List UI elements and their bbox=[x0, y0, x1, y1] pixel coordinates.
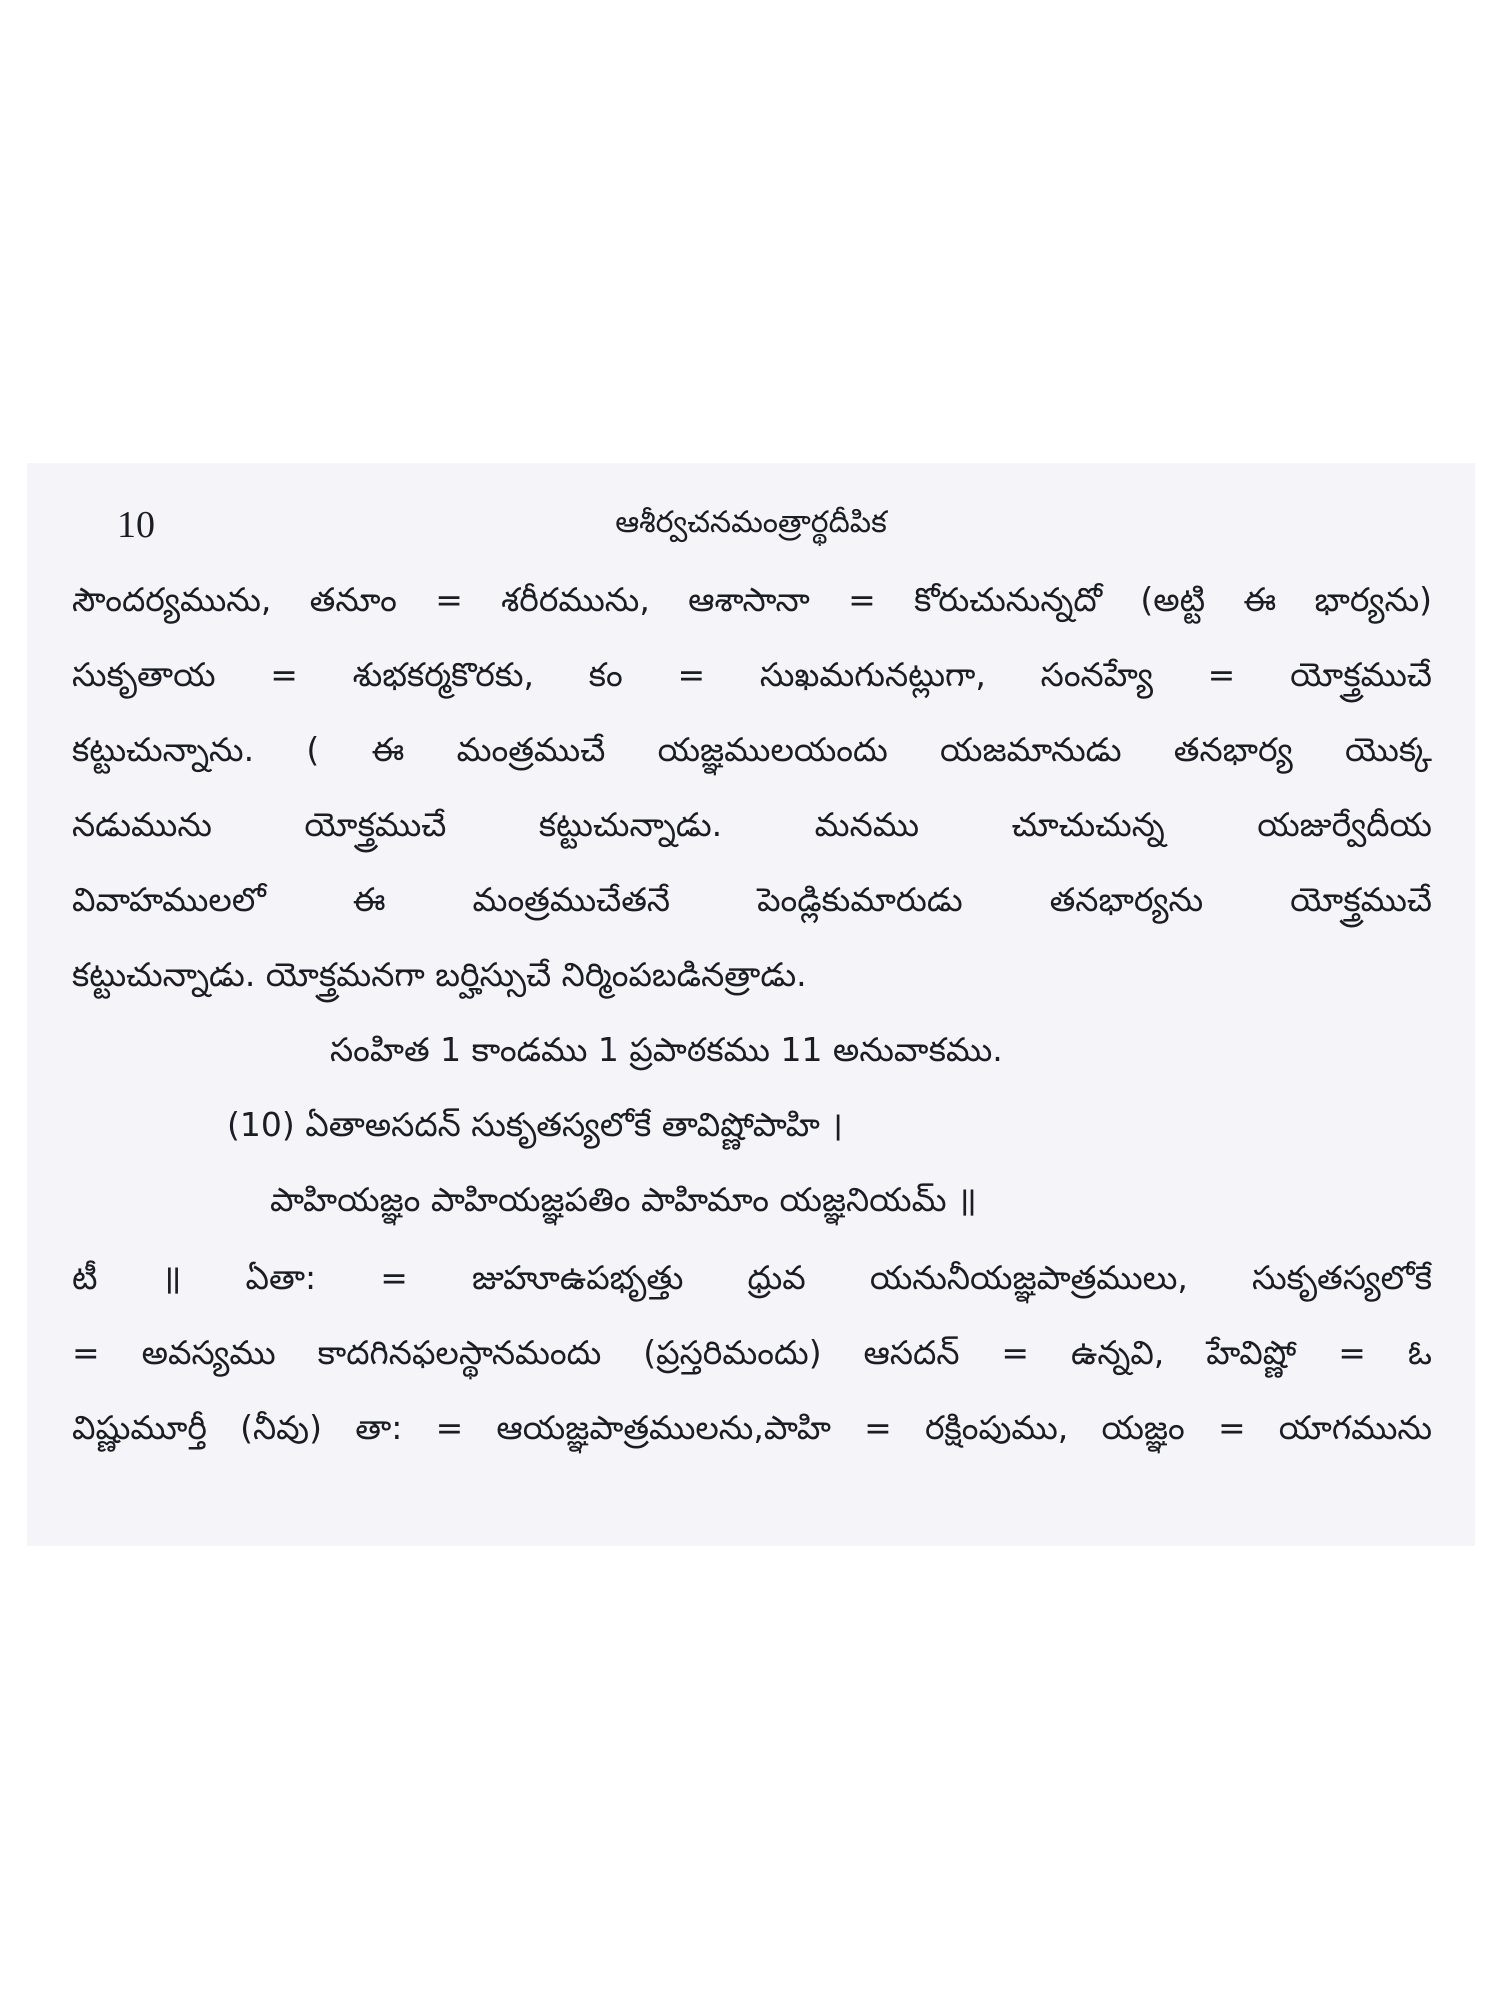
body-line: కట్టుచున్నాడు. యోక్త్రమనగా బర్హిస్సుచే నిర్మింపబడినత్రాడు. bbox=[72, 955, 807, 994]
page-number: 10 bbox=[117, 504, 155, 546]
mantra-line: (10) ఏతాఅసదన్ సుకృతస్యలోకే తావిష్ణోపాహి । bbox=[227, 1105, 843, 1144]
body-line: వివాహములలో ఈ మంత్రముచేతనే పెండ్లికుమారుడు తనభార్యను యోక్త్రముచే bbox=[72, 880, 1432, 919]
commentary-line: = అవస్యము కాదగినఫలస్థానమందు (ప్రస్తరిమందు) ఆసదన్ = ఉన్నవి, హేవిష్ణో = ఓ bbox=[72, 1333, 1432, 1372]
commentary-line: టీ ॥ ఏతా: = జుహూఉపభృత్తు ధ్రువ యనునీయజ్ఞపాత్రములు, సుకృతస్యలోకే bbox=[72, 1258, 1432, 1297]
commentary-line: విష్ణుమూర్తీ (నీవు) తా: = ఆయజ్ఞపాత్రములను,పాహి = రక్షింపుము, యజ్ఞం = యాగమును bbox=[72, 1408, 1432, 1447]
section-reference: సంహిత 1 కాండము 1 ప్రపాఠకము 11 అనువాకము. bbox=[330, 1030, 1003, 1069]
body-line: కట్టుచున్నాను. ( ఈ మంత్రముచే యజ్ఞములయందు యజమానుడు తనభార్య యొక్క bbox=[72, 730, 1432, 769]
body-line: నడుమును యోక్త్రముచే కట్టుచున్నాడు. మనము చూచుచున్న యజుర్వేదీయ bbox=[72, 805, 1432, 844]
mantra-line: పాహియజ్ఞం పాహియజ్ఞపతిం పాహిమాం యజ్ఞనియమ్ ॥ bbox=[270, 1180, 977, 1219]
body-line: సౌందర్యమును, తనూం = శరీరమును, ఆశాసానా = కోరుచునున్నదో (అట్టి ఈ భార్యను) bbox=[72, 580, 1432, 619]
body-line: సుకృతాయ = శుభకర్మకొరకు, కం = సుఖమగునట్లుగా, సంనహ్యే = యోక్త్రముచే bbox=[72, 655, 1432, 694]
book-page bbox=[27, 463, 1475, 1546]
running-title: ఆశీర్వచనమంత్రార్థదీపిక bbox=[615, 505, 887, 540]
